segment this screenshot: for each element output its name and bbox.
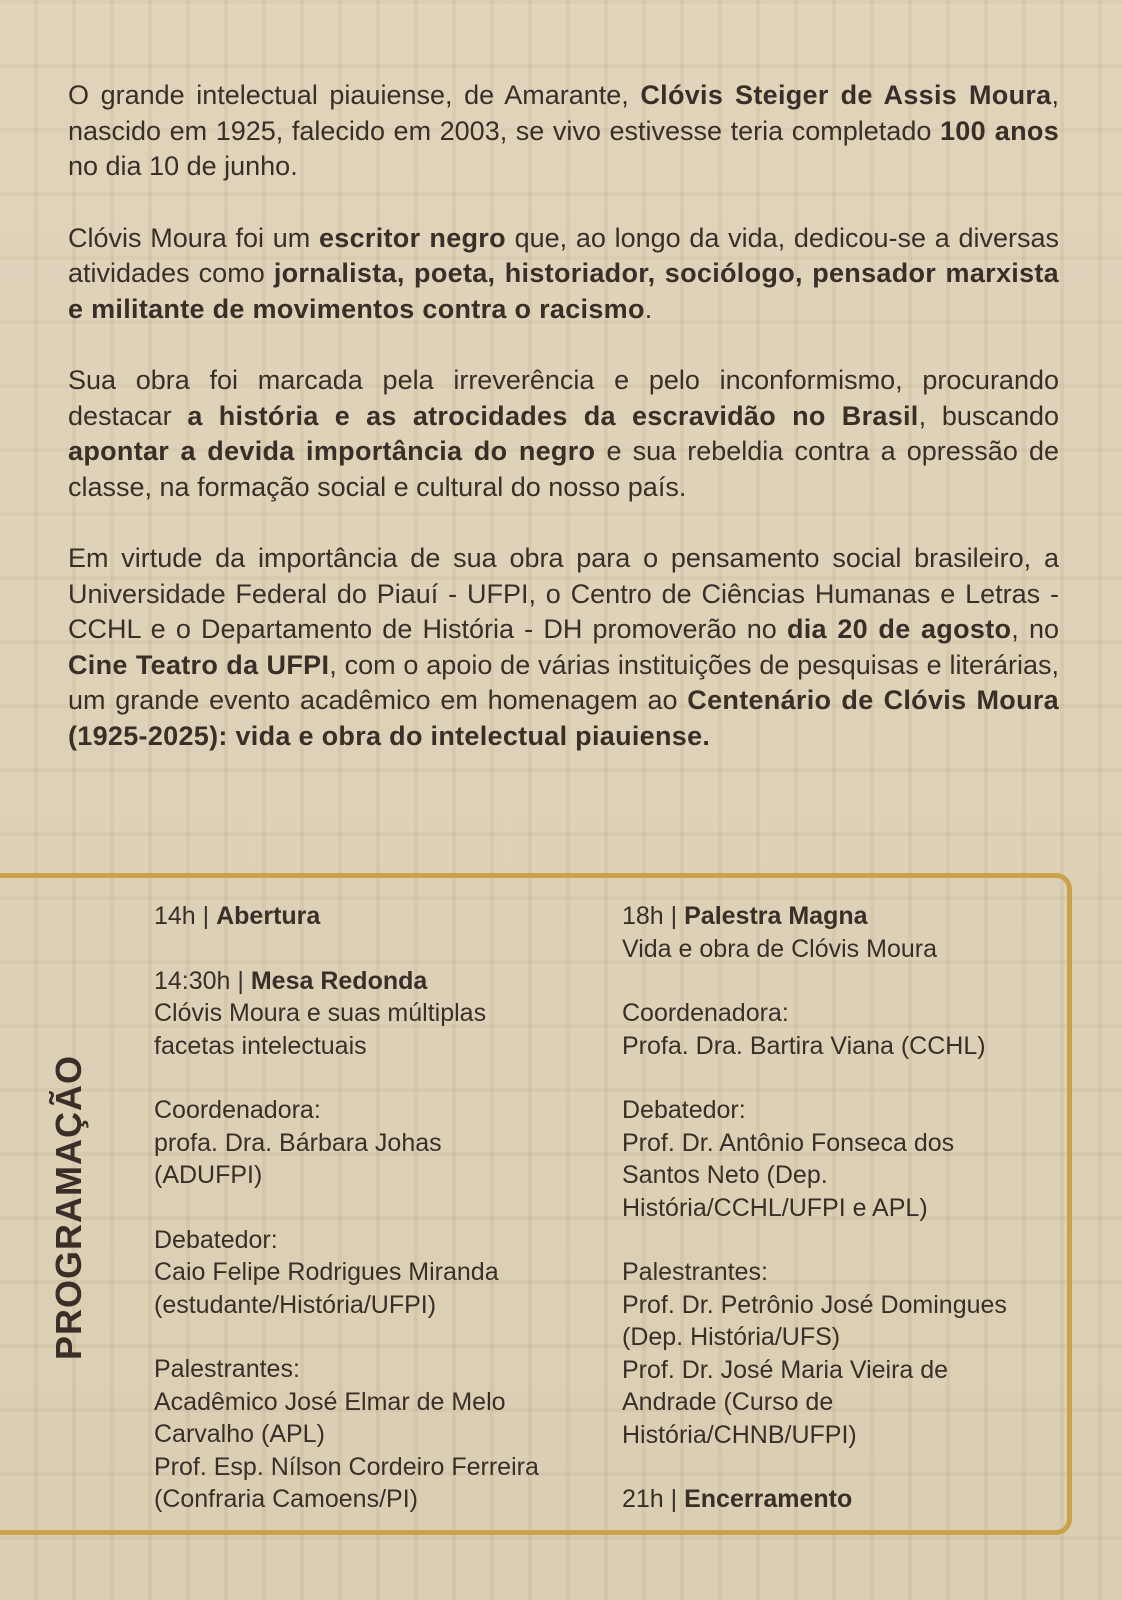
paragraph-4 bbox=[68, 541, 1059, 754]
item-line: Andrade (Curso de bbox=[622, 1388, 834, 1416]
body-text: e sua rebeldia contra a opressão de classe, na formação social e cultural do nosso país. bbox=[68, 436, 1059, 502]
emphasis-text: apontar a devida importância do negro bbox=[68, 436, 596, 466]
item-line: Prof. Esp. Nílson Cordeiro Ferreira bbox=[154, 1452, 539, 1481]
item-time: 14:30h | bbox=[154, 966, 251, 995]
item-line: Prof. Dr. José Maria Vieira de bbox=[622, 1355, 949, 1384]
body-text: , nascido em 1925, falecido em 2003, se vivo estivesse teria completado bbox=[68, 80, 1059, 146]
schedule-debatedor bbox=[154, 1224, 594, 1322]
item-label: Debatedor: bbox=[622, 1096, 746, 1124]
item-label: Palestrantes: bbox=[622, 1258, 768, 1286]
body-text: Em virtude da importância de sua obra para o pensamento social brasileiro, a Universidade Federal do Piauí - UFPI, o Centro de Ciências Humanas e Letras - CCHL e o Departamento de História - DH promoverão no bbox=[68, 543, 1059, 644]
schedule-item-mesa-redonda bbox=[154, 965, 594, 1063]
body-text: , buscando bbox=[918, 400, 1059, 431]
item-line: Profa. Dra. Bartira Viana (CCHL) bbox=[622, 1031, 986, 1060]
item-line: História/CCHL/UFPI e APL) bbox=[622, 1193, 928, 1222]
item-line: História/CHNB/UFPI) bbox=[622, 1420, 857, 1449]
paragraph-3 bbox=[68, 363, 1059, 505]
item-label: Coordenadora: bbox=[622, 999, 789, 1027]
emphasis-text: 100 anos bbox=[939, 115, 1060, 146]
item-line: Clóvis Moura e suas múltiplas bbox=[154, 999, 487, 1027]
paragraph-2 bbox=[68, 221, 1059, 328]
emphasis-text: Clóvis Steiger de Assis Moura bbox=[640, 80, 1052, 110]
emphasis-text: Cine Teatro da UFPI bbox=[68, 649, 330, 680]
schedule-column-right bbox=[622, 900, 1052, 1548]
emphasis-text: dia 20 de agosto bbox=[786, 614, 1012, 644]
schedule-item-abertura bbox=[154, 900, 594, 933]
body-text: que, ao longo da vida, dedicou-se a diversas atividades como bbox=[68, 222, 1059, 288]
schedule-palestrantes bbox=[154, 1353, 594, 1516]
item-line: Prof. Dr. Antônio Fonseca dos bbox=[622, 1128, 955, 1157]
paragraph-1 bbox=[68, 78, 1059, 185]
item-title: Palestra Magna bbox=[684, 902, 868, 930]
item-line: facetas intelectuais bbox=[154, 1031, 367, 1060]
body-text: . bbox=[644, 293, 653, 324]
schedule-column-left bbox=[154, 900, 594, 1548]
body-text: , com o apoio de várias instituições de pesquisas e literárias, um grande evento acadêmico em homenagem ao bbox=[68, 649, 1059, 715]
item-time: 21h | bbox=[622, 1485, 685, 1513]
body-text: Sua obra foi marcada pela irreverência e pelo inconformismo, procurando destacar bbox=[68, 365, 1059, 431]
item-line: Caio Felipe Rodrigues Miranda bbox=[154, 1258, 499, 1286]
schedule-coordenadora bbox=[622, 997, 1052, 1062]
emphasis-text: a história e as atrocidades da escravidão no Brasil bbox=[187, 400, 919, 431]
item-line: (Dep. História/UFS) bbox=[622, 1323, 841, 1351]
schedule-item-palestra-magna bbox=[622, 900, 1052, 965]
item-label: Coordenadora: bbox=[154, 1096, 321, 1124]
item-line: (estudante/História/UFPI) bbox=[154, 1290, 437, 1319]
item-line: (ADUFPI) bbox=[154, 1161, 263, 1189]
body-text: O grande intelectual piauiense, de Amarante, bbox=[68, 80, 641, 110]
schedule-item-encerramento bbox=[622, 1483, 1052, 1516]
body-text: , no bbox=[1011, 614, 1059, 644]
body-text: Clóvis Moura foi um bbox=[68, 222, 319, 253]
emphasis-text: escritor negro bbox=[318, 222, 506, 253]
item-title: Encerramento bbox=[684, 1485, 853, 1513]
body-text: no dia 10 de junho. bbox=[68, 151, 298, 181]
item-line: (Confraria Camoens/PI) bbox=[154, 1485, 418, 1513]
intro-text bbox=[68, 78, 1059, 790]
item-time: 18h | bbox=[622, 902, 685, 930]
schedule-debatedor bbox=[622, 1094, 1052, 1224]
item-line: Santos Neto (Dep. bbox=[622, 1161, 828, 1189]
schedule-palestrantes bbox=[622, 1256, 1052, 1451]
item-title: Abertura bbox=[216, 902, 321, 930]
item-label: Palestrantes: bbox=[154, 1355, 300, 1383]
item-label: Debatedor: bbox=[154, 1225, 278, 1254]
item-line: Prof. Dr. Petrônio José Domingues bbox=[622, 1290, 1007, 1319]
item-time: 14h | bbox=[154, 902, 217, 930]
section-title-programacao: PROGRAMAÇÃO bbox=[48, 1055, 89, 1360]
item-line: profa. Dra. Bárbara Johas bbox=[154, 1128, 442, 1157]
emphasis-text: Centenário de Clóvis Moura (1925-2025): vida e obra do intelectual piauiense. bbox=[68, 685, 1059, 751]
emphasis-text: jornalista, poeta, historiador, sociólogo, pensador marxista e militante de movimentos contra o racismo bbox=[68, 258, 1059, 324]
schedule-coordenadora bbox=[154, 1094, 594, 1192]
item-title: Mesa Redonda bbox=[250, 966, 428, 995]
item-line: Vida e obra de Clóvis Moura bbox=[622, 934, 937, 963]
item-line: Acadêmico José Elmar de Melo bbox=[154, 1387, 506, 1416]
item-line: Carvalho (APL) bbox=[154, 1420, 325, 1448]
